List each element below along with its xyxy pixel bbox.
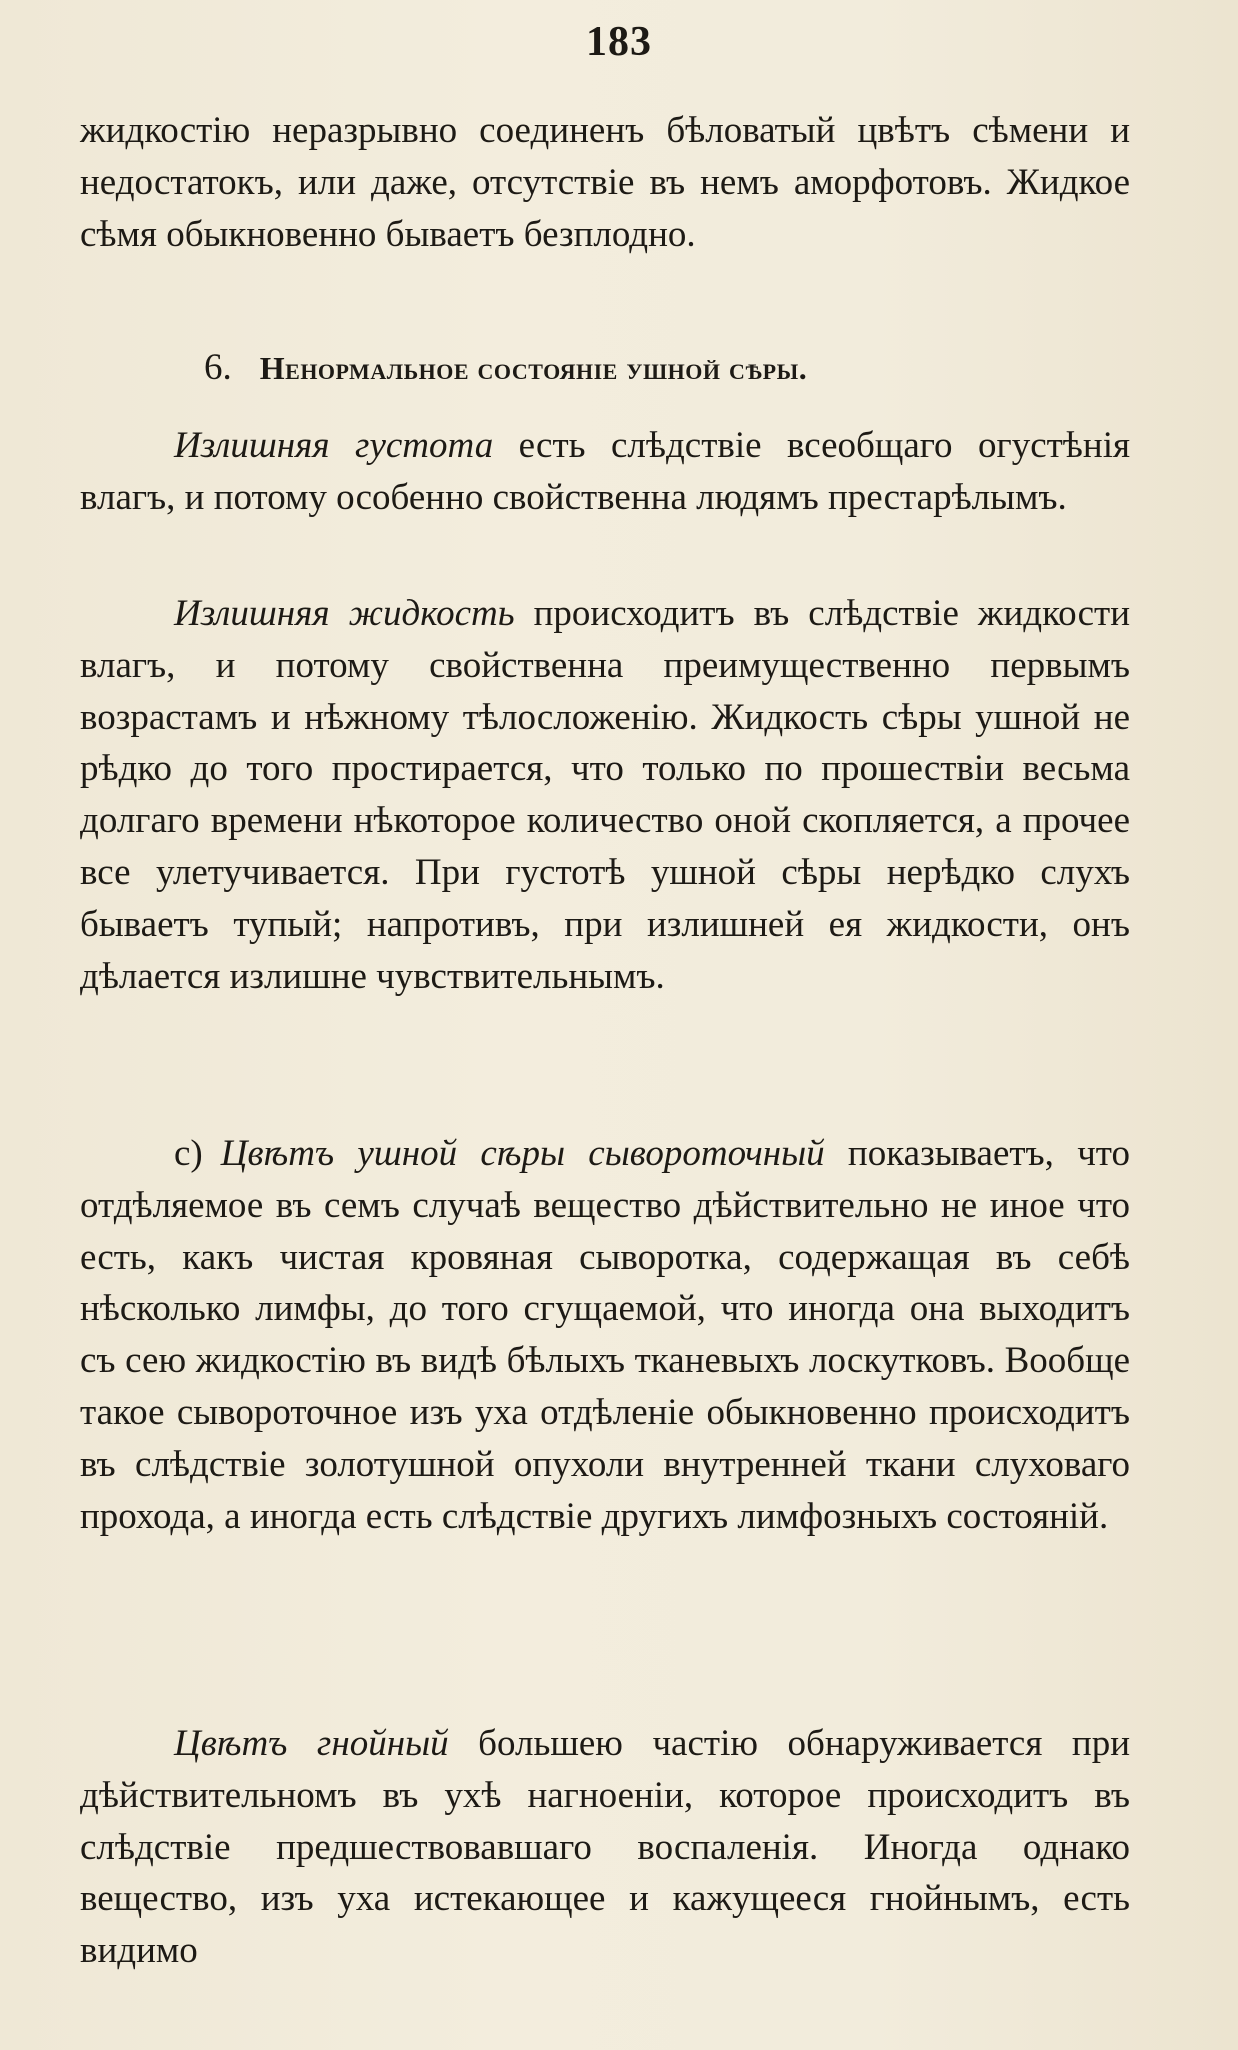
paragraph-purulent-color: [80, 1718, 1130, 1977]
item-label-c: c): [174, 1133, 203, 1174]
paragraph-liquidity: [80, 588, 1130, 1002]
paragraph-liquidity-text: происходитъ въ слѣдствіе жидкости влагъ, и потому свойственна преимущественно первымъ возрастамъ и нѣжному тѣлосложенію. Жидкость сѣры ушной не рѣдко до того простирается, что только по прошествіи весьма долгаго времени нѣкоторое количество оной скопляется, а прочее все улетучивается. При густотѣ ушной сѣры нерѣдко слухъ бываетъ тупый; напротивъ, при излишней ея жидкости, онъ дѣлается излишне чувствительнымъ.: [80, 593, 1130, 997]
paragraph-purulent-color-text: большею частію обнаруживается при дѣйствительномъ въ ухѣ нагноеніи, которое происходитъ въ слѣдствіе предшествовавшаго воспаленія. Иногда однако вещество, изъ уха истекающее и кажущееся гнойнымъ, есть видимо: [80, 1723, 1131, 1972]
paragraph-intro: [80, 105, 1130, 260]
section-title: Ненормальное состояніе ушной сѣры.: [259, 350, 808, 386]
term-serous-color: Цвѣтъ ушной сѣры сывороточный: [220, 1133, 825, 1174]
section-number: 6.: [204, 347, 232, 388]
paragraph-serous-color: [80, 1128, 1130, 1542]
term-liquidity: Излишняя жидкость: [174, 593, 515, 634]
paragraph-thickness: [80, 420, 1130, 524]
paragraph-intro-text: жидкостію неразрывно соединенъ бѣловатый цвѣтъ сѣмени и недостатокъ, или даже, отсутствіе въ немъ аморфотовъ. Жидкое сѣмя обыкновенно бываетъ безплодно.: [80, 110, 1130, 255]
paragraph-thickness-text: есть слѣдствіе всеобщаго огустѣнія влагъ, и потому особенно свойственна людямъ престарѣлымъ.: [80, 425, 1130, 518]
paragraph-serous-color-text: показываетъ, что отдѣляемое въ семъ случаѣ вещество дѣйствительно не иное что есть, какъ чистая кровяная сыворотка, содержащая въ себѣ нѣсколько лимфы, до того сгущаемой, что иногда она выходитъ съ сею жидкостію въ видѣ бѣлыхъ тканевыхъ лоскутковъ. Вообще такое сывороточное изъ уха отдѣленіе обыкновенно происходитъ въ слѣдствіе золотушной опухоли внутренней ткани слуховаго прохода, а иногда есть слѣдствіе другихъ лимфозныхъ состояній.: [80, 1133, 1130, 1537]
page-number: 183: [586, 19, 652, 65]
term-purulent-color: Цвѣтъ гнойный: [174, 1723, 449, 1764]
term-thickness: Излишняя густота: [174, 425, 494, 466]
section-heading: [80, 343, 1130, 393]
